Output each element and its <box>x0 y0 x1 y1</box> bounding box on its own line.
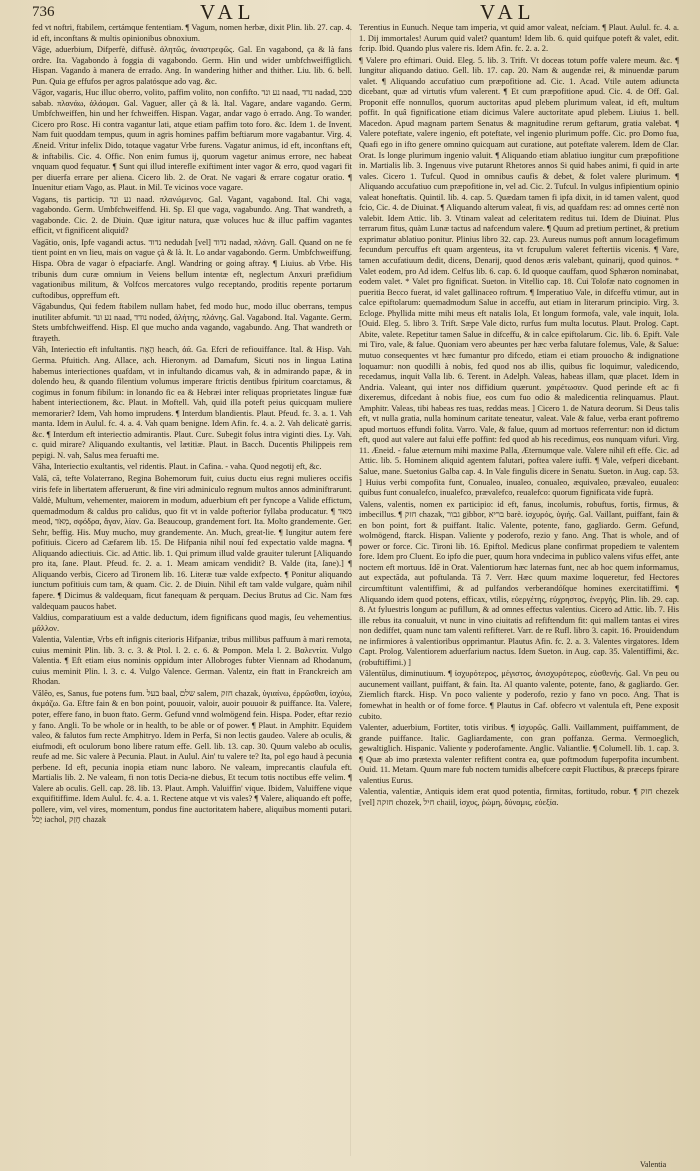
page-number: 736 <box>32 4 55 20</box>
entry-continuation: Terentius in Eunuch. Neque tam imperia, vt quid amor valeat, neſciam. ¶ Plaut. Aulul. fc. 4. a. 1. Dij immortales! Aurum quid valet? quantum! Idem lib. 6. quid quifque poteft & valet, edit. fcrip. Ibid. Quando plus valere ris. Idem Afin. fc. 2. a. 2. <box>359 23 679 54</box>
entry-valeo-continued: ¶ Valere pro eftimari. Ouid. Eleg. 5. lib. 3. Trift. Vt doceas totum poffe valere meum. &c. ¶ Iungitur aliquando datiuo. Gell. lib. 17. cap. 20. Nam & augendæ rei, & minuendæ parum valet. ¶ Aliquando accufatiuo cum præpofitione ad. Cic. 1. Acad. Vtile autem adiuncta dicebant, quæ ad virtutis vfum valerent. ¶ Et cum præpofitione apud. Cic. 4. de Off. Gal. Proponit effe nonnullos, quorum auctoritas apud plebem plurimum valeat, id eft, multum poffit. In quâ fignificatione etiam dicimus Valere auctoritate apud plebem. Liuius 1. bell. Macedon. Apud magnam partem Senatus & magnitudine rerum geftarum, gratia valebat. ¶ Valere poteftate, valere ingenio, eft poteftate, vel ingenio plurimum poffe. Cic. pro Domo fua, Quafi ego in ifto genere omnino quicquam aut curatione, aut poteftate valerem. Idem de Clar. Orat. Is longe plurimum ingenio valuit. ¶ Aliquando etiam ablatiuo iungitur cum præpofitione in. Martialis lib. 3. Ingenuus vive putarunt Rhetores annos Si quid habes animi, fi quid in arte vales. Cicero 1. Tufcul. Quod in omnibus caufis & debet, & folet valere plurimum. ¶ Aliquando accufatiuo cum præpofitione in, vel ad. Cic. 2. Tufcul. In vulgus infipientium opinio valeat honeftatis. Quintil. lib. 4. cap. 5. Quædam tamen fi ipfa dixit, in id tamen valent, quod fcio, Cic. 4. de Diuinat. ¶ Aliquando alterum valeat, fi vis, ad quafdam res: ad omnes certè non valebit. Idem Attic. lib. 3. Vtinam valeat ad celeritatem reditus tui. Idem de Diuinat. Plus terrarum fitus, quàm Lunæ tactus ad nafcendum valere. ¶ Quum ad pretium pertinet, & pretium exprimatur ablatiuo ponitur. Plinius libro 32. cap. 23. Aureus numus poft annum locagefimum fecundum percuffus eft quam argenteus, ita vt fcrupulum valeret feftertiis vicenis. ¶ Vare, tamen accufatiuum dedit, dicens, Denarij, quod denos æris valebant, quinarij, quod quinos. * Valet eodem, pro Ad idem. Celfus lib. 6. cap. 6. Id quoque cauffam, quod Sphæron nominabat, eodem valet. * Valet pro fignificat. Sueton. in Vitellio cap. 18. Cui Tolofæ nato cognomen in pueritia Becco fuerat, id valet gallinaceo roftrum. ¶ Imperatiuo Vale, in difceffu vtimur, aut in calce epiftolarum: quemadmodum Salue in acceffu, aut etiam in literarum principio. Virg. 3. Ecloge. Phyllida mitte mihi meus eft natalis Iola, Et longum formofa, vale, vale inquit, Iola. [Ouid. Eleg. 5. libro 3. Trift. Sæpe Vale dicto, rurfus fum multa locutus. Plaut. Prolog. Capt. Abite, valete. Repetitur tamen Salue in difceffu, & in calce epiftolarum. Cic. lib. 6. Epift. Vale mi Tiro, vale, & falue. Quoniam vero abeuntes per hæc verba falutare folemus, Vale, & Salue: mutuo consequentes vt hæc fumantur pro difcedo, etiam ei etiam prouocho & indignatione loquamur: non quodilli à nobis, fed quod nos ab illis, quibus fic loquimur, valedicendo, recedamus, inquit Valla lib. 6. Terent. in Adelph. Valeas, habeas illam, quæ placet. Idem in Andria. Valeant, qui inter nos diffidium quærunt. χαιρέτωσαν. Quod perinde eft ac fi dixeremus, difcedant à nobis fiue, eos cum fuo odio & maledicentia relinquamus. Plaut. Amphitr. Valeas, tibi habeas res tuas, reddas meas. ] Cicero 1. de Natura deorum. Si Deus talis eft, vt nulla gratia, nulla hominum caritate teneatur, valeat. Vale & falue, verba erant poftremo apud mortuos effundi folita. Varro. Vale, & falue, quum ad mortuos referrentur: non id dictum eft, quod aut valere aut falui effe poffint: fed quod ab his recedimus, eos nunquam vifuri. Virg. 11. Æneid. - falue æternum mihi maxime Palla, Æternumque vale. Valere nihil eft effe. Cic. ad Attic. lib. 5. Hominem aliquid agentem falutari, poftea valere iuffi. ¶ Vale, vefperi dicebant. Salue, mane. Suetonius Galba cap. 4. In Vale fingulis dicere in Senatu. Sueton. in Aug. cap. 53. ] Huius verbi compofita funt, Conualeo, inualeo, conualeo, æquivaleo, prævaleo, euualeo: quibus funt conualefco, inualefco, prævalefco, reualefco: quorum fignificata vide fuprà. <box>359 55 679 498</box>
entry-vagans: Vagans, tis particip. נע ונד naad. πλανώμενος. Gal. Vagant, vagabond. Ital. Chi vaga, vagabondo. Germ. Umbfchweiffend. Hi. Sp. El que vaga, vagabundo. Ang. That wandreth, a vagabonde. Cic. 2. de Diuin. Quæ igitur natura, quæ voluces huc & illuc paffim vagantes efficit, vt fignificent aliquid? <box>32 194 352 236</box>
entry-vage: Vāge, aduerbium, Difperfè, diffusè. ἀλητῶς, ἀναστρεφῶς. Gal. En vagabond, ça & là fans ordre. Ita. Vagabondo à foggia di vagabondo. Germ. Hin und wider umbfchweiffigtlich. Hispan. Vagando à manera de errado. Ang. In wandering hither and thither. Liu. lib. 6. bell. Pun. Quia ge effufos per agros palatósque ado vag. &c. <box>32 45 352 86</box>
left-column <box>32 23 352 1163</box>
entry-valdius: Valdius, comparatiuum est a valde deductum, idem fignificans quod magis, ſeu vehementius. μᾶλλον. <box>32 613 352 633</box>
entry-vagatio: Vagātio, onis, Ipfe vagandi actus. נדוד nedudah [vel] נדוד nadad, πλάνη. Gall. Quand on ne fe tient point en vn lieu, mais on vague çà & là. It. Lo andar vagabondo. Germ. Umbfchweiffung. Hispa. Obra de vagar ò efpaciarfe. Angl. Wandring or going aftray. ¶ Liuius. ab Vrbe. His tribunis dum curæ omnium in Veiens bellum intentæ eft, neglectum Anxuri præfidium vagationibus militum, & Volfcos mercatores vulgo receptando, proditis repente portarum cuftodibus, oppreffum eft. <box>32 237 352 300</box>
entry-valentia-city: Valentia, Valentiæ, Vrbs eft infignis citerioris Hifpaniæ, tribus millibus paffuum à mari remota, cuius meminit Plin. lib. 3. c. 3. & Ptol. l. 2. c. 6. & Pompon. Mela l. 2. Βαλεντία. Vulgo Valentia. ¶ Eft etiam eius nominis oppidum inter Allobroges fubter Viennam ad Rhodanum, cuius meminit Plin. l. 3. c. 4. Vulgo Valence. German. Valentz, ein ftatt in Franckreich am Rhodan. <box>32 635 352 687</box>
entry-paragraph: fed vt noftri, ftabilem, certámque fententiam. ¶ Vagum, nomen herbæ, dixit Plin. lib. 27. cap. 4. id eft, inconftans & multis opinionibus obnoxium. <box>32 23 352 43</box>
entry-vagabundus: Vāgabundus, Qui fedem ftabilem nullam habet, fed modo huc, modo illuc oberrans, tempus inutiliter abfumit. נע ונד naad, נודד noded, ἀλήτης, πλάνης. Gal. Vagabond. Ital. Vagante. Germ. Stets umbfchweiffend. Hisp. El que mucho anda vagando, vagabundo. Ang. That wandreth or ftrayeth. <box>32 302 352 343</box>
catchword: Valentia <box>640 1160 667 1169</box>
entry-valde: Valdè, Multum, vehementer, maiorem in modum, aduerbium eft per fyncope a Valide effictum, quemadmodum & caldus pro calidus, quo fit vt in valde pofterior fyllaba producatur. ¶ מאד meod, מְאֹד, σφόδρα, ἄγαν, λίαν. Ga. Beaucoup, grandement fort. Ita. Molto grandemente. Ger. Sehr, beffig. His. Muy mucho, muy grandemente. An. Much, great-lie. ¶ Iungitur autem fere pofitiuis. Cicero ad Cæfarem lib. 15. De Hifpania nihil nouí fed expectatio valde magna. ¶ Aliquando adiectiuis. Cic. ad Attic. lib. 1. Qui primum illud valde grauiter tulerunt [Aliquando pro ita, ſane. Plaut. Pfeud. fc. 2. a. 1. Meam amicam vendidit? B. Valde (ita, ſane).] ¶ Aliquando verbis, Cicero ad Tironem lib. 16. Literæ tuæ valde exfpecto. ¶ Ponitur aliquando iunctum pofitiuis cum tam, & quam. Cic. 2. de Diuin. Nihil eft tam valde vulgare, quàm nihil fapere. ¶ Dicimus & valdequam, ficut fanequam & perquam. Decius Brutus ad Cic. Nam fœs valdequam paucos habet. <box>32 496 352 611</box>
entry-valens: Valens, valentis, nomen ex participio: id eft, fanus, incolumis, robuftus, fortis, firmus, & imbecillus. ¶ חזק chazak, גבור gibbor, בריא barè. ἰσχυρός, ὑγιής. Gal. Vaillant, puiffant, fain & en bon point, fort & puiffant. Italic. Valente, potente, fano, gagliardo. Germ. Gefund, wolmögend, ftarck. Hispan. Valiente y poderofo, rezio y fano. Ang. That is whole, and of power or force. Cic. Tironi lib. 16. Epiftol. Medicus plane confirmat propediem te valentem fore. Idem pro Cluent. Eo ipfo die puer, quum hora vndecima in publico valens vifus effet, ante noctem eft mortuus. Idē in Orat. Valentiorum hæc laternas funt, nec ab hoc quem informamus, aut expectāda, aut poftulanda. Tā 7. Verr. Hæc quum maxime loqueretur, fed Hectores circumftitunt valentiffimi, & ad pulfandos verberandóſque homines exercitatiffimi. ¶ Aliquando idem quod potens, efficax, vtilis, εὐεργέτης, εὐχρηστος, ἐνεργής, Plin. lib. 29. cap. 8. At fyluestris longum ac pufillum, & ad omnes effectus valentius. Cicero ad Attic. lib. 7. His ille rebus ita conualuit, vt nunc in vino ciuitatis ad refiftendum fit: qui mallem tantas ei vires non dediffet, quam nunc tam valenti refifteret. Varr. de re Rufl. libro 3. capit. 16. Prouidendum ne infirmiores à valentioribus opprimantur. Plautus Afin. fc. 2. a. 3. Valentes virgatores. Idem Capt. Prolog. Valentiorem aduerfarium nactus. Idem Sueton. in Aug. cap. 35. Valentiffimi, &c. (robuftiffimi.) ] <box>359 499 679 667</box>
entry-valaca: Valā, cā, tefte Volaterrano, Regina Bohemorum fuit, cuius ductu eius regni mulieres occifis viris fefe in libertatem afferuerunt, & fine viri adminiculo regnum multos annos adminiftrarunt. <box>32 473 352 494</box>
entry-valeo: Vălĕo, es, Sanus, fue potens fum. בעל baal, שלם salem, חזק chazak, ὑγιαίνω, ἐρρῶσθαι, ἰσχύω, ἀκμάζω. Ga. Eftre fain & en bon point, pouuoir, valoir, auoir pouuoir & puiffance. Ita. Valere, poter, effere fano, in buon ftato. Germ. Gefund vnnd wolmögend fein. Hispa. Poder, eftar rezio y fano. Angli. To be whole or in health, to be able or of power. ¶ Plaut. in Amphitr. Equidem valeo, & falutos fum recte Amphitryo. Idem in Perfa, Si non lectis gaudeo. Valere ab oculis, & eiufmodi, eft oculorum bono libere ratum effe. Gell. lib. 13. cap. 30. Quum valebo ab oculis, reufe ad me. Sic valere à Pecunia. Plaut. in Aulul. Ain' tu valere te? Ita, pol ego haud à pecunia perbene. Id eft, pecunia inopia etiam nunc laboro. Ne valeam, imprecantis claufula eft. Martialis lib. 2. Ne valeam, fi non totis Decia-ne diebus, Et tecum totis noctibus effe velim. ¶ Valere ab oculis. Gell. cap. 28. lib. 13. Plaut. Amph. Valuiffin' vique. Ibidem, Valuiffene vique exquifitiffime. Idem Aulul. fc. 4. a. 1. Rectene atque vt vis vales? ¶ Valere, aliquando eft poffe, pollere, vim, vel vires, momentum, pondus fine auctoritatem habere, aliquibus momenti putari. יָכֹל iachol, חָזַק chazak <box>32 688 352 825</box>
entry-vah: Vāh, Interiectio eft infultantis. הָאָח heach, ἀᾶ. Ga. Efcri de refiouiffance. Ital. & Hisp. Vah. Germa. Pfuitich. Ang. Allace, ach. Hieronym. ad Damafum, Sicuti nos in lingua Latina habemus interiectiones quafdam, vt in infultando dicamus vah, & in admirando papæ, & in dolendo heu, & quando filentium volumus imperare ftrictis dentibus fpiritum coarctamus, & cogimus in fonum fibilum: in lonando fic ea & Hebræi inter reliquas proprietates linguæ fuæ habent interiectionem, &c. Plaut. in Moftell. Vah, quid illa poteft peius quicquam muliere memorarier? Idem, Vah homo imprudens. ¶ Interdum blandientis. Plaut. Pfeud. fc. 3. a. 1. Vah manta. Idem in Aulul. fc. 4. a. 4. Vah quam benigne. Idem Afin. fc. 4. a. 2. Vah delicatè garris. &c. ¶ Interdum eft interiectio admirantis. Plaut. Curc. Subegit folus intra viginti dies. Ly. Vah. c. quid mirare? Aliquando exultantis, vel lætitiæ. Plaut. in Bacch. Ducentis Philippeis rem pepigi. N. vah, Salus mea feruafti me. <box>32 345 352 460</box>
running-head-left: VAL <box>200 0 256 24</box>
entry-valentia: Valentia, valentiæ, Antiquis idem erat quod potentia, firmitas, fortitudo, robur. ¶ חזק chezek [vel] חזקה chozek, חיל chaiil, ἰσχυς, ῥώμη, δύναμις, εὐεξία. <box>359 787 679 807</box>
entry-vaha: Vāha, Interiectio exultantis, vel ridentis. Plaut. in Cafina. - vaha. Quod negotij eft, &c. <box>32 462 322 472</box>
entry-valenter: Valenter, aduerbium, Fortiter, totis viribus. ¶ ἰσχυρῶς. Galli. Vaillamment, puiffamment, de grande puiffance. Italic. Gagliardamente, con gran poffanza. Germa. Vermoeglich, gewaltiglich. Hispanic. Valiente y poderofamente. Anglic. Valiantlie. ¶ Columell. lib. 1. cap. 3. ¶ Quæ ab imo prætexta valenter refiftent contra ea, quæ poftmodum fuperpofita incumbent. Ouid. 11. Metam. Quum mare fub noctem tumidis albefcere cœpit Fluctibus, & præceps fpirare valentius Eurus. <box>359 723 679 785</box>
entry-vagor: Vāgor, vagaris, Huc illuc oberro, volito, paffim volito, non confifto. נע ונד naad, נדד nadad, סבב sabab. πλανάω, ἀλάομαι. Gal. Vaguer, aller çà & là. Ital. Vagare, andare vagando. Germ. Umbfchweiffen, hin und her fchweiffen. Hispan. Vagar, andar vago ò errado. Ang. To wander. Cicero pro Rosc. Hi contra vagantur lati, atque etiam paffim toto foro. &c. Idem 1. de Invent. Nam fuit quoddam tempus, quum in agris homines paffim beftiarum more vagabantur. Virg. 4. Æneid. Vritur infelix Dido, totaque vagatur Vrbe furens. Vagatur animus, id eft, inconftans eft, & inftabilis. Cic. 4. Offic. Non enim fumus ij, quorum vagetur animus errore, nec habeat vnquam quod fequatur. ¶ Sunt qui illud interefle exiftiment inter vagor & erro, quod vagari fit per diuerfa errare per aliena. Cicero lib. 2. de Orat. Ne vagari & errare cogatur oratio. ¶ Inuenitur etiam Vago, as. Plaut. in Mil. Te vicinos voce vagare. <box>32 88 352 193</box>
entry-valentulus: Vălentŭlus, diminutiuum. ¶ ἰσχυρότερος, μέγιστος, ἀνισχυρότερος, εὐσθενής. Gal. Vn peu ou aucunement vaillant, puiffant, & fain. Ita. Al quanto valente, potente, fano, & gagliardo. Ger. Ziemlich ftarck. Hisp. Vn poco valiente y poderofo, rezio y fano vn poco. Ang. That is fomewhat in health or of fome force. ¶ Plautus in Caf. obfecro vt valentula eft, Pene exposit cubito. <box>359 669 679 721</box>
right-column <box>359 23 679 1163</box>
running-head-right: VAL <box>480 0 536 24</box>
